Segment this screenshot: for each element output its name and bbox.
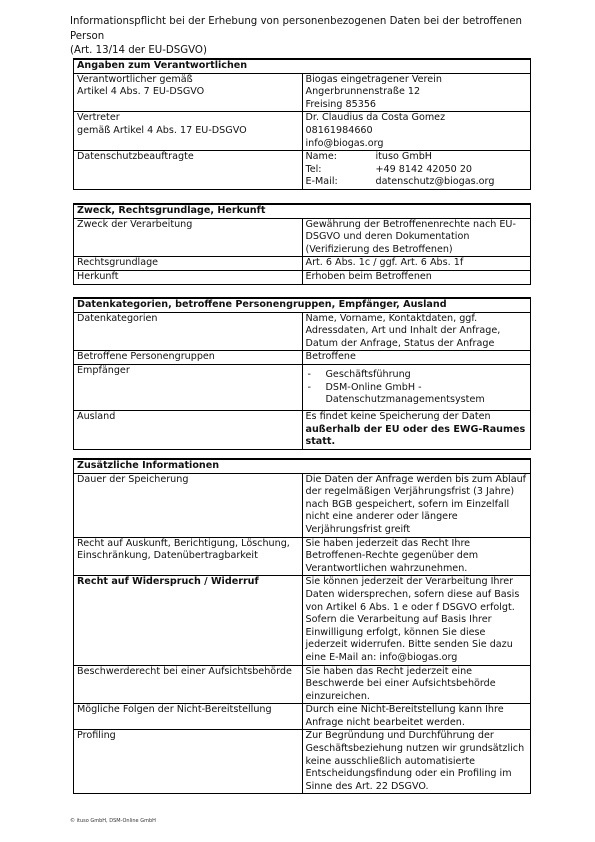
row-label: Mögliche Folgen der Nicht-Bereitstellung	[74, 704, 303, 730]
list-item: - DSM-Online GmbH - Datenschutzmanagementsystem	[306, 382, 528, 407]
dpo-tel-key: Tel:	[305, 163, 322, 175]
row-value	[302, 410, 531, 449]
row-value	[302, 73, 531, 112]
dpo-name-key: Name:	[305, 151, 338, 163]
row-label: Herkunft	[74, 270, 303, 284]
row-label: Betroffene Personengruppen	[74, 351, 303, 365]
dpo-email-key: E-Mail:	[305, 176, 338, 188]
document-header	[70, 15, 550, 59]
row-value: Zur Begründung und Durchführung der Geschäftsbeziehung nutzen wir grundsätzlich keine ausschließlich automatisierte Entscheidungsfindung oder ein Profiling im Sinne des Art. 22 DSGVO.	[302, 730, 531, 794]
org-street: Angerbrunnenstraße 12	[305, 86, 421, 98]
row-label: Datenschutzbeauftragte	[74, 151, 303, 190]
section-title: Angaben zum Verantwortlichen	[74, 59, 531, 73]
dpo-email[interactable]: datenschutz@biogas.org	[375, 176, 495, 188]
row-label: Empfänger	[74, 364, 303, 410]
label-line: Verantwortlicher gemäß	[77, 73, 193, 85]
row-label: Recht auf Auskunft, Berichtigung, Löschung, Einschränkung, Datenübertragbarkeit	[74, 537, 303, 576]
footer-copyright: © ituso GmbH, DSM-Online GmbH	[70, 818, 156, 824]
recipient-list	[306, 369, 528, 407]
row-label: Beschwerderecht bei einer Aufsichtsbehörde	[74, 665, 303, 704]
section-title: Zusätzliche Informationen	[74, 459, 531, 473]
section-title: Zweck, Rechtsgrundlage, Herkunft	[74, 204, 531, 218]
row-value: Art. 6 Abs. 1c / ggf. Art. 6 Abs. 1f	[302, 257, 531, 271]
dpo-tel: +49 8142 42050 20	[375, 163, 473, 175]
row-value: Betroffene	[302, 351, 531, 365]
section-additional	[73, 458, 531, 794]
org-city: Freising 85356	[305, 98, 377, 110]
label-line: gemäß Artikel 4 Abs. 17 EU-DSGVO	[77, 124, 247, 136]
row-label	[74, 73, 303, 112]
header-subtitle: (Art. 13/14 der EU-DSGVO)	[70, 45, 207, 56]
section-controller	[73, 58, 531, 190]
row-value: Durch eine Nicht-Bereitstellung kann Ihre Anfrage nicht bearbeitet werden.	[302, 704, 531, 730]
section-purpose	[73, 203, 531, 285]
row-value: Sie haben jederzeit das Recht Ihre Betroffenen-Rechte gegenüber dem Verantwortlichen wahrzunehmen.	[302, 537, 531, 576]
row-value	[302, 151, 531, 190]
row-value: Name, Vorname, Kontaktdaten, ggf. Adressdaten, Art und Inhalt der Anfrage, Datum der Anfrage, Status der Anfrage	[302, 312, 531, 351]
representative-email[interactable]: info@biogas.org	[305, 137, 384, 149]
label-line: Vertreter	[77, 112, 120, 124]
row-value: Die Daten der Anfrage werden bis zum Ablauf der regelmäßigen Verjährungsfrist (3 Jahre) nach BGB gespeichert, sofern im Einzelfall nicht eine anderer oder längere Verjährungsfrist greift	[302, 473, 531, 537]
row-value: Gewährung der Betroffenenrechte nach EU-DSGVO und deren Dokumentation (Verifizierung des Betroffenen)	[302, 218, 531, 257]
org-name: Biogas eingetragener Verein	[305, 73, 442, 85]
row-label: Rechtsgrundlage	[74, 257, 303, 271]
row-value: Erhoben beim Betroffenen	[302, 270, 531, 284]
row-value	[302, 364, 531, 410]
row-label: Ausland	[74, 410, 303, 449]
abroad-text: Es findet keine Speicherung der Daten	[305, 410, 491, 422]
row-label	[74, 112, 303, 151]
representative-name: Dr. Claudius da Costa Gomez	[305, 112, 446, 124]
label-line: Artikel 4 Abs. 7 EU-DSGVO	[77, 86, 205, 98]
row-label: Profiling	[74, 730, 303, 794]
section-categories	[73, 297, 531, 450]
representative-phone: 08161984660	[305, 124, 373, 136]
row-value: Sie haben das Recht jederzeit eine Beschwerde bei einer Aufsichtsbehörde einzureichen.	[302, 665, 531, 704]
dpo-details	[306, 151, 528, 189]
abroad-emphasis: außerhalb der EU oder des EWG-Raumes statt.	[305, 423, 526, 448]
row-value	[302, 112, 531, 151]
header-title: Informationspflicht bei der Erhebung von personenbezogenen Daten bei der betroffenen Person	[70, 16, 522, 42]
row-label: Dauer der Speicherung	[74, 473, 303, 537]
dpo-name: ituso GmbH	[375, 151, 433, 163]
row-value: Sie können jederzeit der Verarbeitung Ihrer Daten widersprechen, sofern diese auf Basis von Artikel 6 Abs. 1 e oder f DSGVO erfolgt. Sofern die Verarbeitung auf Basis Ihrer Einwilligung erfolgt, können Sie diese jederzeit widerrufen. Bitte senden Sie dazu eine E-Mail an: info@biogas.org	[302, 576, 531, 665]
section-title: Datenkategorien, betroffene Personengruppen, Empfänger, Ausland	[74, 298, 531, 312]
list-item: - Geschäftsführung	[306, 369, 528, 382]
row-label: Zweck der Verarbeitung	[74, 218, 303, 257]
row-label: Recht auf Widerspruch / Widerruf	[74, 576, 303, 665]
row-label: Datenkategorien	[74, 312, 303, 351]
